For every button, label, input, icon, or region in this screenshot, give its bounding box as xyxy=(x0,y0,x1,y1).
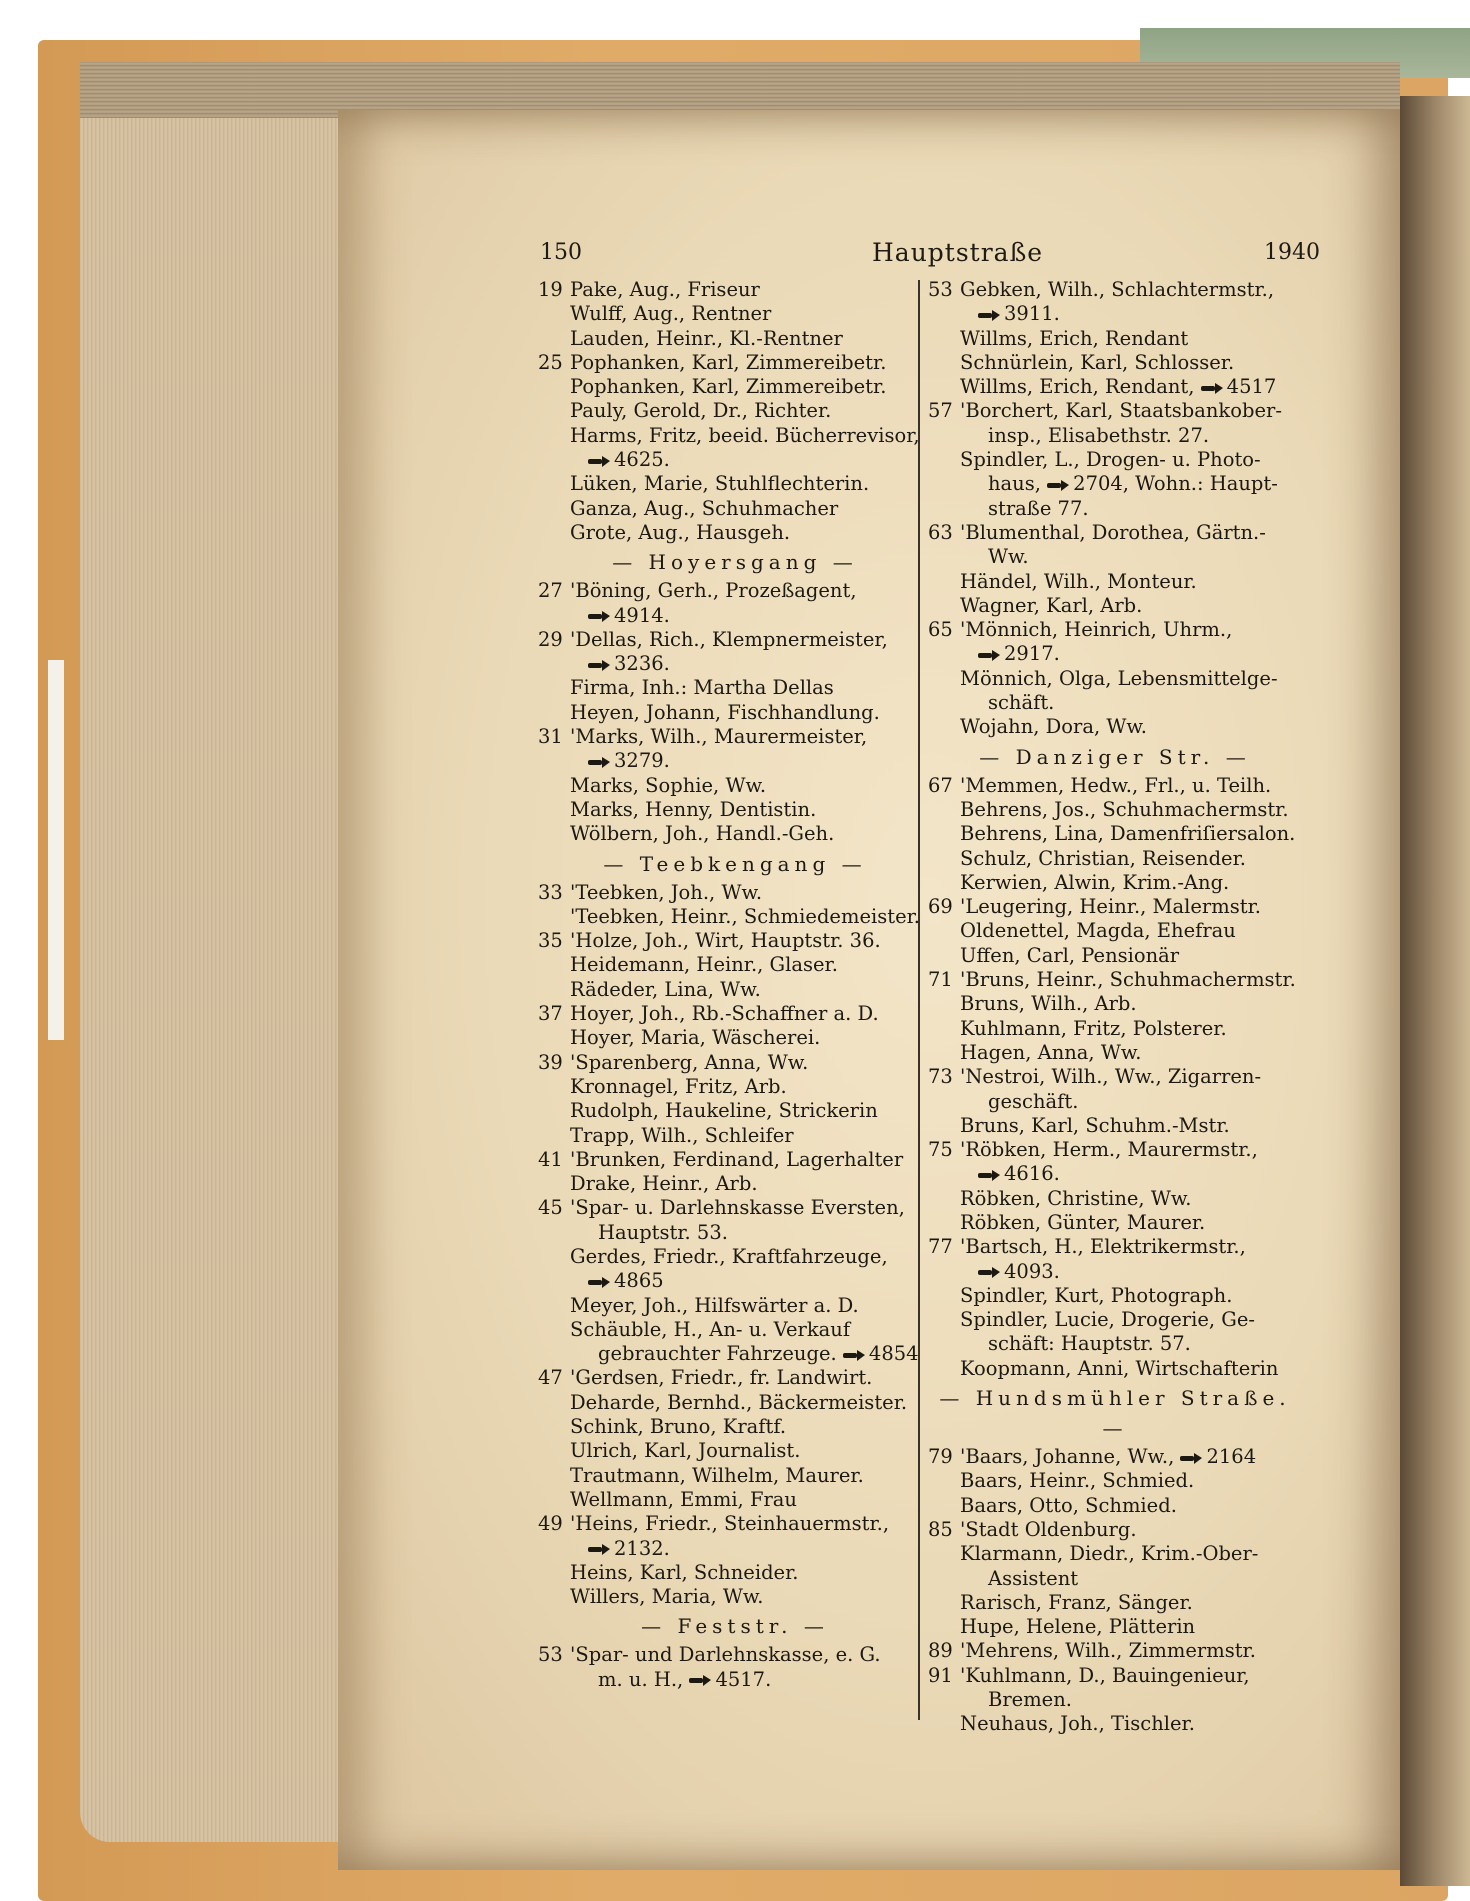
house-number: 63 xyxy=(928,520,953,544)
phone-number: 3236. xyxy=(614,652,670,676)
phone-number: 4854 xyxy=(868,1342,919,1366)
directory-entry xyxy=(930,1518,1300,1542)
entry-continuation: schäft. xyxy=(988,691,1055,715)
directory-entry xyxy=(930,667,1300,716)
telephone-icon xyxy=(588,757,610,767)
phone-number: 4914. xyxy=(614,603,670,627)
directory-entry xyxy=(540,351,930,375)
entry-text: Trautmann, Wilhelm, Maurer. xyxy=(570,1463,864,1487)
directory-entry xyxy=(930,774,1300,798)
entry-text: Röbken, Günter, Maurer. xyxy=(960,1210,1206,1234)
entry-text: Mönnich, Olga, Lebensmittelge- xyxy=(960,666,1278,690)
directory-entry xyxy=(540,822,930,846)
phone-line xyxy=(570,749,930,773)
page-header xyxy=(540,240,1320,280)
directory-entry xyxy=(930,448,1300,521)
telephone-icon xyxy=(588,660,610,670)
entry-text: Wagner, Karl, Arb. xyxy=(960,593,1143,617)
entry-text: Gebken, Wilh., Schlachtermstr., xyxy=(960,278,1275,301)
directory-entry xyxy=(540,929,930,953)
phone-number: 2132. xyxy=(614,1536,670,1560)
entry-text: Schnürlein, Karl, Schlosser. xyxy=(960,350,1235,374)
house-number: 39 xyxy=(538,1050,563,1074)
phone-line xyxy=(960,642,1300,666)
entry-text: Neuhaus, Joh., Tischler. xyxy=(960,1712,1195,1736)
entry-text: Baars, Otto, Schmied. xyxy=(960,1493,1177,1517)
directory-entry xyxy=(930,1114,1300,1138)
directory-entry xyxy=(930,1591,1300,1615)
entry-text: Behrens, Jos., Schuhmachermstr. xyxy=(960,797,1289,821)
entry-continuation: Hauptstr. 53. xyxy=(598,1220,728,1244)
phone-number: 4625. xyxy=(614,448,670,472)
entry-text: Baars, Heinr., Schmied. xyxy=(960,1469,1195,1493)
entry-text: Gerdes, Friedr., Kraftfahrzeuge, xyxy=(570,1244,888,1268)
telephone-icon xyxy=(588,456,610,466)
entry-continuation: Bremen. xyxy=(988,1688,1072,1712)
house-number: 47 xyxy=(538,1366,563,1390)
directory-entry xyxy=(930,968,1300,992)
entry-text: Händel, Wilh., Monteur. xyxy=(960,569,1197,593)
house-number: 89 xyxy=(928,1639,953,1663)
directory-entry xyxy=(540,1002,930,1026)
house-number: 77 xyxy=(928,1235,953,1259)
directory-entry xyxy=(540,953,930,977)
directory-entry xyxy=(930,992,1300,1016)
entry-continuation: schäft: Hauptstr. 57. xyxy=(988,1332,1191,1356)
directory-entry xyxy=(540,1099,930,1123)
entry-text: 'Bruns, Heinr., Schuhmachermstr. xyxy=(960,968,1296,992)
phone-line xyxy=(570,1537,930,1561)
entry-text: Trapp, Wilh., Schleifer xyxy=(570,1123,794,1147)
page-number-right: 1940 xyxy=(1264,240,1320,265)
phone-number: 3279. xyxy=(614,749,670,773)
directory-entry xyxy=(540,1245,930,1294)
directory-entry xyxy=(540,725,930,774)
directory-entry xyxy=(540,905,930,929)
entry-text: 'Kuhlmann, D., Bauingenieur, xyxy=(960,1663,1250,1687)
directory-entry xyxy=(540,521,930,545)
house-number: 65 xyxy=(928,618,953,642)
entry-text: 'Stadt Oldenburg. xyxy=(960,1517,1137,1541)
entry-text: 'Leugering, Heinr., Malermstr. xyxy=(960,895,1261,919)
page-title: Hauptstraße xyxy=(872,238,1044,267)
entry-text: Heidemann, Heinr., Glaser. xyxy=(570,953,838,977)
phone-line xyxy=(960,1260,1300,1284)
phone-line xyxy=(570,652,930,676)
directory-entry xyxy=(930,847,1300,871)
entry-text: Bruns, Karl, Schuhm.-Mstr. xyxy=(960,1113,1230,1137)
directory-entry xyxy=(540,1196,930,1245)
telephone-icon xyxy=(689,1675,711,1685)
entry-text: Spindler, Kurt, Photograph. xyxy=(960,1283,1233,1307)
directory-entry xyxy=(930,1664,1300,1713)
entry-text: 'Bartsch, H., Elektrikermstr., xyxy=(960,1235,1246,1259)
directory-entry xyxy=(930,1308,1300,1357)
entry-text: Hupe, Helene, Plätterin xyxy=(960,1615,1196,1639)
directory-entry xyxy=(930,1357,1300,1381)
directory-entry xyxy=(930,1041,1300,1065)
entry-continuation: gebrauchter Fahrzeuge. 4854 xyxy=(598,1342,919,1366)
entry-text: Wulff, Aug., Rentner xyxy=(570,302,772,326)
section-heading: — Hundsmühler Straße. — xyxy=(939,1386,1291,1441)
telephone-icon xyxy=(588,1277,610,1287)
directory-entry xyxy=(540,1366,930,1390)
telephone-icon xyxy=(978,650,1000,660)
directory-entry xyxy=(930,351,1300,375)
entry-text: Lauden, Heinr., Kl.-Rentner xyxy=(570,326,843,350)
directory-entry xyxy=(540,1415,930,1439)
directory-entry xyxy=(930,1187,1300,1211)
entry-text: Spindler, L., Drogen- u. Photo- xyxy=(960,448,1261,472)
entry-text: Rarisch, Franz, Sänger. xyxy=(960,1590,1193,1614)
entry-text: Uffen, Carl, Pensionär xyxy=(960,943,1180,967)
telephone-icon xyxy=(1047,480,1069,490)
directory-entry xyxy=(930,1284,1300,1308)
entry-text: 'Mönnich, Heinrich, Uhrm., xyxy=(960,618,1233,642)
directory-entry xyxy=(540,302,930,326)
telephone-icon xyxy=(1201,383,1223,393)
entry-text: Harms, Fritz, beeid. Bücherrevisor, xyxy=(570,423,920,447)
directory-entry xyxy=(540,1124,930,1148)
entry-text: Willms, Erich, Rendant xyxy=(960,326,1189,350)
entry-text: Oldenettel, Magda, Ehefrau xyxy=(960,919,1236,943)
entry-text: 'Borchert, Karl, Staatsbankober- xyxy=(960,399,1282,423)
section-heading: — Danziger Str. — xyxy=(979,744,1251,769)
directory-entry xyxy=(930,1712,1300,1736)
directory-entry xyxy=(540,628,930,677)
house-number: 33 xyxy=(538,880,563,904)
directory-entry xyxy=(540,701,930,725)
directory-entry xyxy=(930,1639,1300,1663)
directory-entry xyxy=(930,618,1300,667)
house-number: 91 xyxy=(928,1663,953,1687)
directory-entry xyxy=(930,1211,1300,1235)
phone-line xyxy=(570,448,930,472)
entry-text: Willers, Maria, Ww. xyxy=(570,1585,764,1609)
directory-entry xyxy=(540,1318,930,1367)
entry-text: 'Memmen, Hedw., Frl., u. Teilh. xyxy=(960,773,1272,797)
entry-text: Rudolph, Haukeline, Strickerin xyxy=(570,1099,878,1123)
directory-entry xyxy=(540,881,930,905)
entry-text: Marks, Henny, Dentistin. xyxy=(570,797,817,821)
house-number: 53 xyxy=(928,278,953,301)
telephone-icon xyxy=(978,1267,1000,1277)
entry-text: 'Heins, Friedr., Steinhauermstr., xyxy=(570,1512,890,1536)
house-number: 69 xyxy=(928,895,953,919)
entry-text: 'Sparenberg, Anna, Ww. xyxy=(570,1050,809,1074)
entry-text: Firma, Inh.: Martha Dellas xyxy=(570,676,834,700)
house-number: 73 xyxy=(928,1065,953,1089)
page-edges xyxy=(80,62,350,1842)
entry-text: 'Röbken, Herm., Maurermstr., xyxy=(960,1138,1258,1162)
entry-text: 'Mehrens, Wilh., Zimmermstr. xyxy=(960,1639,1256,1663)
directory-entry xyxy=(930,919,1300,943)
house-number: 27 xyxy=(538,579,563,603)
entry-text: 'Dellas, Rich., Klempnermeister, xyxy=(570,627,888,651)
telephone-icon xyxy=(843,1350,865,1360)
entry-text: Schink, Bruno, Kraftf. xyxy=(570,1415,787,1439)
entry-text: Ulrich, Karl, Journalist. xyxy=(570,1439,801,1463)
directory-entry xyxy=(540,774,930,798)
house-number: 67 xyxy=(928,773,953,797)
directory-entry xyxy=(540,1439,930,1463)
entry-text: Marks, Sophie, Ww. xyxy=(570,773,767,797)
phone-line xyxy=(570,604,930,628)
entry-text: 'Brunken, Ferdinand, Lagerhalter xyxy=(570,1147,904,1171)
directory-entry xyxy=(540,1148,930,1172)
directory-entry xyxy=(540,1561,930,1585)
directory-entry xyxy=(930,1615,1300,1639)
entry-text: Heyen, Johann, Fischhandlung. xyxy=(570,700,880,724)
entry-text: 'Spar- und Darlehnskasse, e. G. xyxy=(570,1643,881,1667)
directory-entry xyxy=(540,375,930,399)
entry-text: Hoyer, Joh., Rb.-Schaffner a. D. xyxy=(570,1002,879,1026)
telephone-icon xyxy=(588,1544,610,1554)
directory-entry xyxy=(540,399,930,423)
directory-entry xyxy=(930,715,1300,739)
house-number: 25 xyxy=(538,350,563,374)
directory-entry xyxy=(930,521,1300,570)
directory-entry xyxy=(930,895,1300,919)
directory-entry xyxy=(930,798,1300,822)
entry-text: 'Baars, Johanne, Ww., 2164 xyxy=(960,1445,1257,1469)
directory-entry xyxy=(540,978,930,1002)
telephone-icon xyxy=(978,310,1000,320)
entry-text: 'Teebken, Heinr., Schmiedemeister. xyxy=(570,904,921,928)
phone-number: 2164 xyxy=(1206,1445,1257,1469)
entry-text: Kerwien, Alwin, Krim.-Ang. xyxy=(960,870,1230,894)
entry-text: 'Gerdsen, Friedr., fr. Landwirt. xyxy=(570,1366,873,1390)
directory-entry xyxy=(540,1026,930,1050)
entry-text: Pophanken, Karl, Zimmereibetr. xyxy=(570,375,887,399)
house-number: 29 xyxy=(538,627,563,651)
entry-text: Wölbern, Joh., Handl.-Geh. xyxy=(570,822,835,846)
entry-continuation: Ww. xyxy=(988,545,1029,569)
phone-line xyxy=(960,302,1300,326)
entry-text: Ganza, Aug., Schuhmacher xyxy=(570,496,839,520)
right-column xyxy=(930,278,1300,1737)
entry-text: Schulz, Christian, Reisender. xyxy=(960,846,1246,870)
entry-text: Rädeder, Lina, Ww. xyxy=(570,977,761,1001)
directory-entry xyxy=(930,1494,1300,1518)
phone-number: 2704, Wohn.: Haupt- xyxy=(1073,472,1278,496)
directory-entry xyxy=(930,944,1300,968)
entry-text: 'Böning, Gerh., Prozeßagent, xyxy=(570,579,857,603)
directory-entry xyxy=(930,570,1300,594)
page-tab-marker xyxy=(48,660,64,1040)
directory-entry xyxy=(930,1017,1300,1041)
phone-number: 4865 xyxy=(614,1269,664,1293)
section-heading: — Feststr. — xyxy=(641,1614,829,1639)
section-heading: — Teebkengang — xyxy=(603,851,867,876)
entry-text: Pauly, Gerold, Dr., Richter. xyxy=(570,399,832,423)
directory-entry xyxy=(540,472,930,496)
entry-text: Kuhlmann, Fritz, Polsterer. xyxy=(960,1016,1227,1040)
left-column xyxy=(540,278,930,1692)
directory-entry xyxy=(930,399,1300,448)
directory-entry xyxy=(930,1469,1300,1493)
directory-entry xyxy=(540,278,930,302)
house-number: 31 xyxy=(538,725,563,749)
entry-continuation: insp., Elisabethstr. 27. xyxy=(988,423,1210,447)
entry-text: 'Teebken, Joh., Ww. xyxy=(570,880,763,904)
entry-text: Hoyer, Maria, Wäscherei. xyxy=(570,1026,821,1050)
entry-text: Schäuble, H., An- u. Verkauf xyxy=(570,1317,851,1341)
telephone-icon xyxy=(1180,1453,1202,1463)
phone-line xyxy=(570,1269,930,1293)
phone-number: 4616. xyxy=(1004,1162,1060,1186)
directory-entry xyxy=(930,1065,1300,1114)
entry-text: Hagen, Anna, Ww. xyxy=(960,1040,1142,1064)
entry-text: Bruns, Wilh., Arb. xyxy=(960,992,1137,1016)
house-number: 35 xyxy=(538,929,563,953)
entry-text: Koopmann, Anni, Wirtschafterin xyxy=(960,1356,1279,1380)
telephone-icon xyxy=(588,611,610,621)
directory-entry xyxy=(930,1445,1300,1469)
entry-text: 'Spar- u. Darlehnskasse Eversten, xyxy=(570,1196,905,1220)
phone-number: 2917. xyxy=(1004,642,1060,666)
house-number: 71 xyxy=(928,968,953,992)
directory-entry xyxy=(930,375,1300,399)
entry-text: Wojahn, Dora, Ww. xyxy=(960,715,1147,739)
directory-entry xyxy=(540,676,930,700)
directory-entry xyxy=(930,1138,1300,1187)
telephone-icon xyxy=(978,1170,1000,1180)
entry-text: Drake, Heinr., Arb. xyxy=(570,1172,758,1196)
phone-line xyxy=(960,1162,1300,1186)
directory-entry xyxy=(540,579,930,628)
directory-entry xyxy=(540,1512,930,1561)
phone-number: 4093. xyxy=(1004,1259,1060,1283)
entry-continuation: straße 77. xyxy=(988,496,1089,520)
house-number: 75 xyxy=(928,1138,953,1162)
page-number-left: 150 xyxy=(540,240,582,265)
entry-text: Röbken, Christine, Ww. xyxy=(960,1186,1192,1210)
house-number: 85 xyxy=(928,1517,953,1541)
entry-text: 'Nestroi, Wilh., Ww., Zigarren- xyxy=(960,1065,1262,1089)
house-number: 41 xyxy=(538,1147,563,1171)
house-number: 37 xyxy=(538,1002,563,1026)
section-heading: — Hoyersgang — xyxy=(612,550,858,575)
directory-entry xyxy=(540,1643,930,1692)
entry-text: Pake, Aug., Friseur xyxy=(570,278,760,301)
entry-text: Deharde, Bernhd., Bäckermeister. xyxy=(570,1390,908,1414)
directory-entry xyxy=(930,594,1300,618)
entry-text: Lüken, Marie, Stuhlflechterin. xyxy=(570,472,870,496)
directory-entry xyxy=(540,1391,930,1415)
directory-entry xyxy=(540,1585,930,1609)
house-number: 79 xyxy=(928,1445,953,1469)
entry-text: 'Marks, Wilh., Maurermeister, xyxy=(570,725,868,749)
book-gutter xyxy=(1400,96,1470,1886)
house-number: 45 xyxy=(538,1196,563,1220)
entry-text: 'Holze, Joh., Wirt, Hauptstr. 36. xyxy=(570,929,881,953)
entry-text: Willms, Erich, Rendant, 4517 xyxy=(960,375,1277,399)
directory-entry xyxy=(930,822,1300,846)
entry-continuation: Assistent xyxy=(988,1566,1079,1590)
directory-entry xyxy=(540,424,930,473)
entry-text: 'Blumenthal, Dorothea, Gärtn.- xyxy=(960,520,1266,544)
phone-number: 4517 xyxy=(1226,375,1277,399)
directory-entry xyxy=(540,1172,930,1196)
entry-text: Spindler, Lucie, Drogerie, Ge- xyxy=(960,1308,1255,1332)
entry-text: Behrens, Lina, Damenfriſiersalon. xyxy=(960,822,1296,846)
entry-text: Wellmann, Emmi, Frau xyxy=(570,1487,797,1511)
directory-entry xyxy=(540,1294,930,1318)
directory-entry xyxy=(540,1051,930,1075)
entry-text: Grote, Aug., Hausgeh. xyxy=(570,520,791,544)
entry-continuation: haus, 2704, Wohn.: Haupt- xyxy=(988,472,1278,496)
house-number: 49 xyxy=(538,1512,563,1536)
entry-text: Kronnagel, Fritz, Arb. xyxy=(570,1074,787,1098)
house-number: 57 xyxy=(928,399,953,423)
entry-text: Pophanken, Karl, Zimmereibetr. xyxy=(570,350,887,374)
directory-entry xyxy=(930,278,1300,327)
entry-text: Klarmann, Diedr., Krim.-Ober- xyxy=(960,1542,1259,1566)
directory-entry xyxy=(540,497,930,521)
entry-continuation: m. u. H., 4517. xyxy=(598,1667,772,1691)
directory-entry xyxy=(540,1075,930,1099)
entry-continuation: geschäft. xyxy=(988,1089,1079,1113)
directory-entry xyxy=(540,798,930,822)
directory-entry xyxy=(540,1488,930,1512)
directory-entry xyxy=(930,871,1300,895)
directory-entry xyxy=(930,327,1300,351)
directory-entry xyxy=(540,1464,930,1488)
phone-number: 3911. xyxy=(1004,302,1060,326)
house-number: 19 xyxy=(538,278,563,301)
entry-text: Heins, Karl, Schneider. xyxy=(570,1560,799,1584)
entry-text: Meyer, Joh., Hilfswärter a. D. xyxy=(570,1293,859,1317)
directory-entry xyxy=(540,327,930,351)
directory-entry xyxy=(930,1235,1300,1284)
directory-entry xyxy=(930,1542,1300,1591)
phone-number: 4517. xyxy=(715,1667,772,1691)
house-number: 53 xyxy=(538,1643,563,1667)
